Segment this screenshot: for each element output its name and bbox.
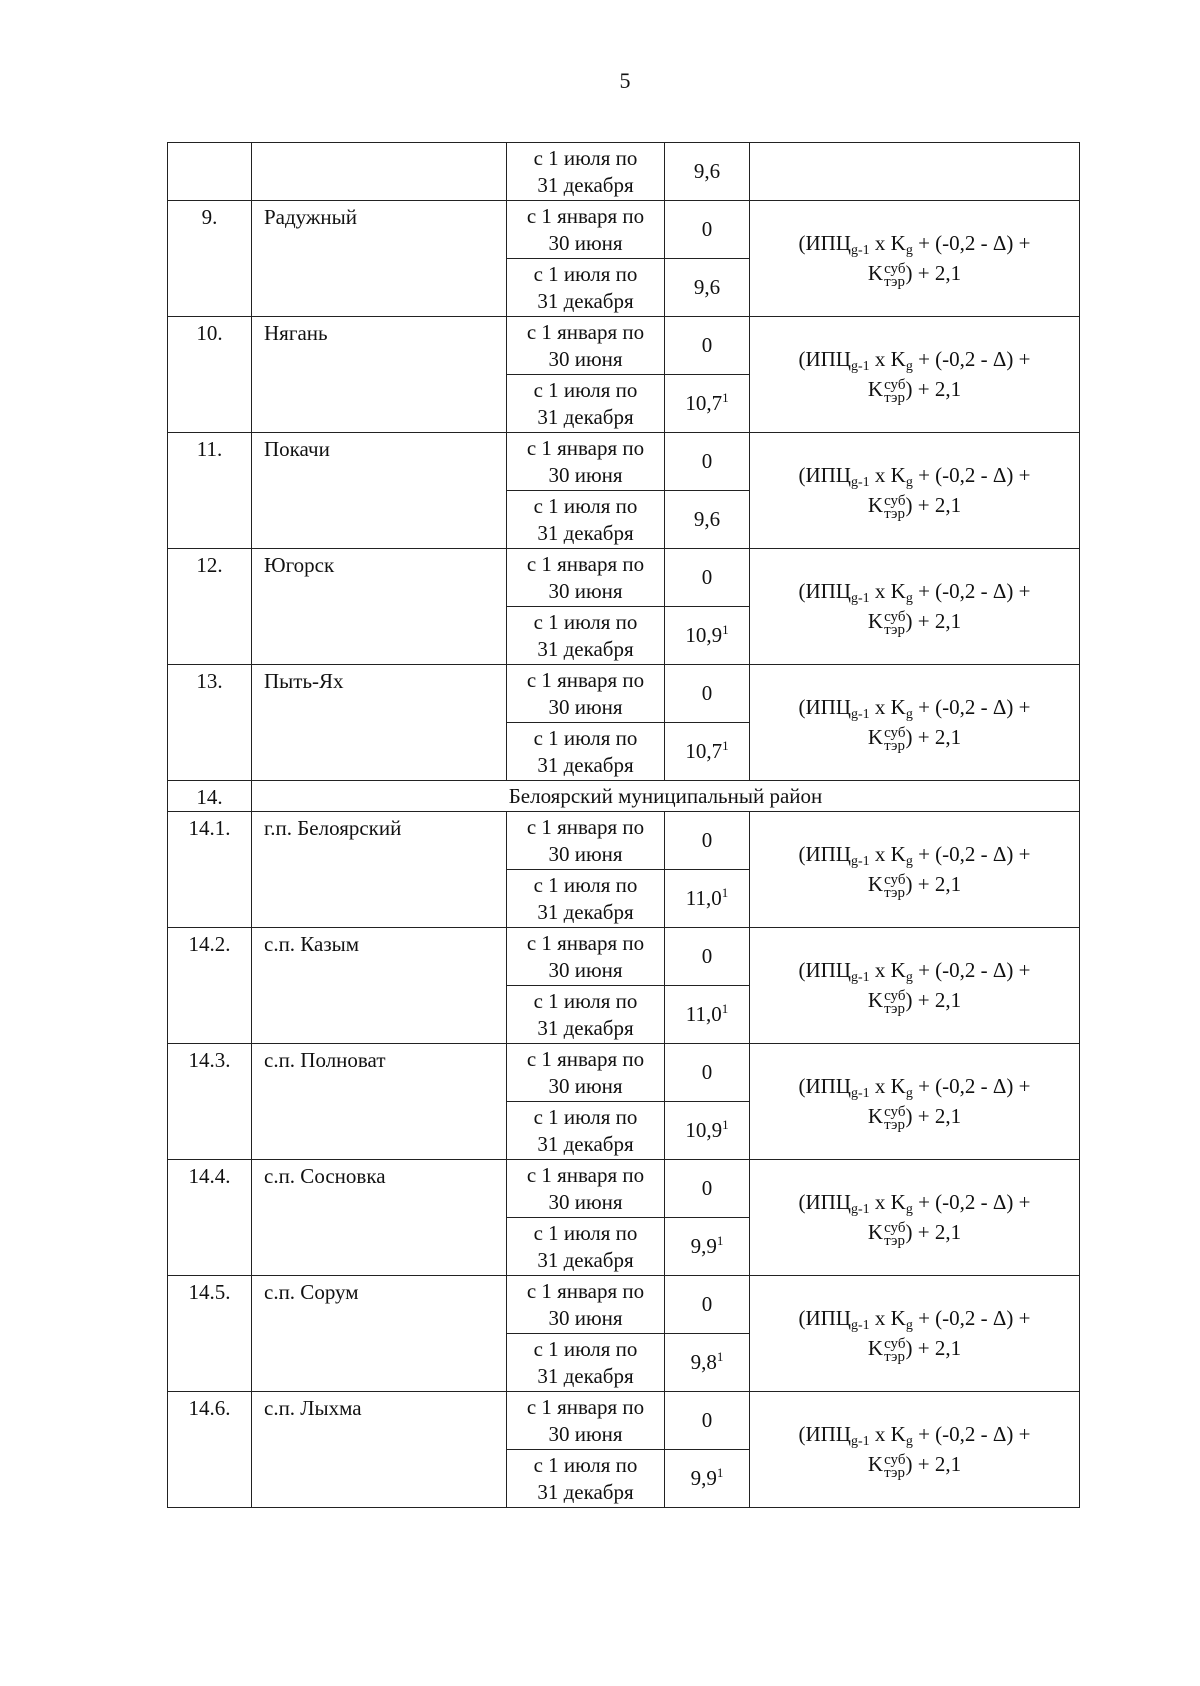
formula-cell xyxy=(750,1392,1080,1508)
table-row xyxy=(168,1392,1080,1450)
value-cell: 9,6 xyxy=(665,259,750,317)
period-cell: с 1 января по 30 июня xyxy=(507,1160,665,1218)
page-number: 5 xyxy=(619,68,631,93)
section-row xyxy=(168,781,1080,812)
row-number: 9. xyxy=(168,201,252,317)
formula-text: (ИПЦg-1 x Kg + (-0,2 - Δ) + K суб тэр ) + 2,1 xyxy=(798,347,1031,406)
period-cell: с 1 января по 30 июня xyxy=(507,665,665,723)
footnote-mark: 1 xyxy=(716,1233,724,1248)
formula-cell xyxy=(750,928,1080,1044)
table-row xyxy=(168,1160,1080,1218)
formula-text: (ИПЦg-1 x Kg + (-0,2 - Δ) + K суб тэр ) + 2,1 xyxy=(798,579,1031,638)
footnote-mark: 1 xyxy=(716,1349,724,1364)
value-cell: 9,6 xyxy=(665,491,750,549)
value-cell: 0 xyxy=(665,1044,750,1102)
tariff-table xyxy=(167,142,1080,1508)
value-cell: 11,0$^1$ xyxy=(665,986,750,1044)
formula-cell xyxy=(750,1276,1080,1392)
formula-text: (ИПЦg-1 x Kg + (-0,2 - Δ) + K суб тэр ) + 2,1 xyxy=(798,695,1031,754)
value-cell: 0 xyxy=(665,549,750,607)
row-number: 10. xyxy=(168,317,252,433)
period-cell: с 1 января по 30 июня xyxy=(507,1276,665,1334)
footnote-mark: 1 xyxy=(722,390,729,405)
period-cell: с 1 января по 30 июня xyxy=(507,433,665,491)
period-cell: с 1 января по 30 июня xyxy=(507,549,665,607)
period-cell: с 1 июля по 31 декабря xyxy=(507,723,665,781)
row-number: 14.6. xyxy=(168,1392,252,1508)
value-cell: 10,9$^1$ xyxy=(665,1102,750,1160)
row-number: 14.4. xyxy=(168,1160,252,1276)
row-number: 13. xyxy=(168,665,252,781)
period-cell: с 1 января по 30 июня xyxy=(507,1044,665,1102)
row-number: 14.3. xyxy=(168,1044,252,1160)
value-cell: 10,9$^1$ xyxy=(665,607,750,665)
value-cell: 0 xyxy=(665,812,750,870)
value-cell: 0 xyxy=(665,317,750,375)
municipality-name: Покачи xyxy=(252,433,507,549)
period-cell: с 1 января по 30 июня xyxy=(507,201,665,259)
period-cell: с 1 июля по 31 декабря xyxy=(507,259,665,317)
formula-text: (ИПЦg-1 x Kg + (-0,2 - Δ) + K суб тэр ) + 2,1 xyxy=(798,1306,1031,1365)
formula-cell xyxy=(750,812,1080,928)
row-number: 14.2. xyxy=(168,928,252,1044)
formula-text: (ИПЦg-1 x Kg + (-0,2 - Δ) + K суб тэр ) + 2,1 xyxy=(798,1190,1031,1249)
table-row xyxy=(168,1276,1080,1334)
period-cell: с 1 января по 30 июня xyxy=(507,317,665,375)
table-row xyxy=(168,317,1080,375)
formula-cell xyxy=(750,317,1080,433)
table-row xyxy=(168,1044,1080,1102)
value-cell: $9,8^1$ xyxy=(665,1334,750,1392)
formula-text: (ИПЦg-1 x Kg + (-0,2 - Δ) + K суб тэр ) + 2,1 xyxy=(798,842,1031,901)
municipality-name: Радужный xyxy=(252,201,507,317)
value-cell: 0 xyxy=(665,1160,750,1218)
municipality-name: г.п. Белоярский xyxy=(252,812,507,928)
row-number: 14.5. xyxy=(168,1276,252,1392)
value-cell: 0 xyxy=(665,201,750,259)
footnote-mark: 1 xyxy=(721,885,729,900)
formula-cell xyxy=(750,1160,1080,1276)
formula-cell xyxy=(750,665,1080,781)
period-cell: с 1 июля по 31 декабря xyxy=(507,986,665,1044)
value-cell: $9,9^1$ xyxy=(665,1218,750,1276)
footnote-mark: 1 xyxy=(722,622,729,637)
table-row xyxy=(168,143,1080,201)
period-cell: с 1 июля по 31 декабря xyxy=(507,870,665,928)
municipality-name: Югорск xyxy=(252,549,507,665)
period-cell: с 1 июля по 31 декабря xyxy=(507,491,665,549)
formula-cell xyxy=(750,549,1080,665)
table-row xyxy=(168,928,1080,986)
municipality-name: с.п. Полноват xyxy=(252,1044,507,1160)
municipality-name: с.п. Лыхма xyxy=(252,1392,507,1508)
formula-cell xyxy=(750,433,1080,549)
formula-cell xyxy=(750,1044,1080,1160)
footnote-mark: 1 xyxy=(722,738,729,753)
footnote-mark: 1 xyxy=(716,1465,724,1480)
period-cell: с 1 июля по 31 декабря xyxy=(507,1102,665,1160)
table-row xyxy=(168,201,1080,259)
formula-text: (ИПЦg-1 x Kg + (-0,2 - Δ) + K суб тэр ) + 2,1 xyxy=(798,1422,1031,1481)
value-cell: 0 xyxy=(665,928,750,986)
section-title: Белоярский муниципальный район xyxy=(252,781,1080,812)
municipality-name: с.п. Сосновка xyxy=(252,1160,507,1276)
formula-text: (ИПЦg-1 x Kg + (-0,2 - Δ) + K суб тэр ) + 2,1 xyxy=(798,231,1031,290)
formula-text: (ИПЦg-1 x Kg + (-0,2 - Δ) + K суб тэр ) + 2,1 xyxy=(798,1074,1031,1133)
footnote-mark: 1 xyxy=(721,1001,729,1016)
municipality-name: с.п. Казым xyxy=(252,928,507,1044)
value-cell: 0 xyxy=(665,1276,750,1334)
row-number: 12. xyxy=(168,549,252,665)
value-cell: 10,7$^1$ xyxy=(665,375,750,433)
table-row xyxy=(168,665,1080,723)
period-cell: с 1 июля по 31 декабря xyxy=(507,607,665,665)
period-cell: с 1 июля по 31 декабря xyxy=(507,1450,665,1508)
period-cell: с 1 января по 30 июня xyxy=(507,812,665,870)
value-cell: 9,6 xyxy=(665,143,750,201)
period-cell: с 1 июля по 31 декабря xyxy=(507,143,665,201)
row-number: 14. xyxy=(168,781,252,812)
period-cell: с 1 января по 30 июня xyxy=(507,928,665,986)
formula-text: (ИПЦg-1 x Kg + (-0,2 - Δ) + K суб тэр ) + 2,1 xyxy=(798,463,1031,522)
formula-text: (ИПЦg-1 x Kg + (-0,2 - Δ) + K суб тэр ) + 2,1 xyxy=(798,958,1031,1017)
table-row xyxy=(168,549,1080,607)
value-cell: 10,7$^1$ xyxy=(665,723,750,781)
value-cell: 0 xyxy=(665,433,750,491)
period-cell: с 1 января по 30 июня xyxy=(507,1392,665,1450)
value-cell: 0 xyxy=(665,665,750,723)
formula-cell xyxy=(750,201,1080,317)
period-cell: с 1 июля по 31 декабря xyxy=(507,1218,665,1276)
municipality-name: Нягань xyxy=(252,317,507,433)
row-number: 11. xyxy=(168,433,252,549)
municipality-name: Пыть-Ях xyxy=(252,665,507,781)
footnote-mark: 1 xyxy=(722,1117,729,1132)
value-cell: 11,0$^1$ xyxy=(665,870,750,928)
row-number: 14.1. xyxy=(168,812,252,928)
period-cell: с 1 июля по 31 декабря xyxy=(507,1334,665,1392)
value-cell: 0 xyxy=(665,1392,750,1450)
period-cell: с 1 июля по 31 декабря xyxy=(507,375,665,433)
table-row xyxy=(168,433,1080,491)
municipality-name: с.п. Сорум xyxy=(252,1276,507,1392)
value-cell: $9,9^1$ xyxy=(665,1450,750,1508)
table-row xyxy=(168,812,1080,870)
